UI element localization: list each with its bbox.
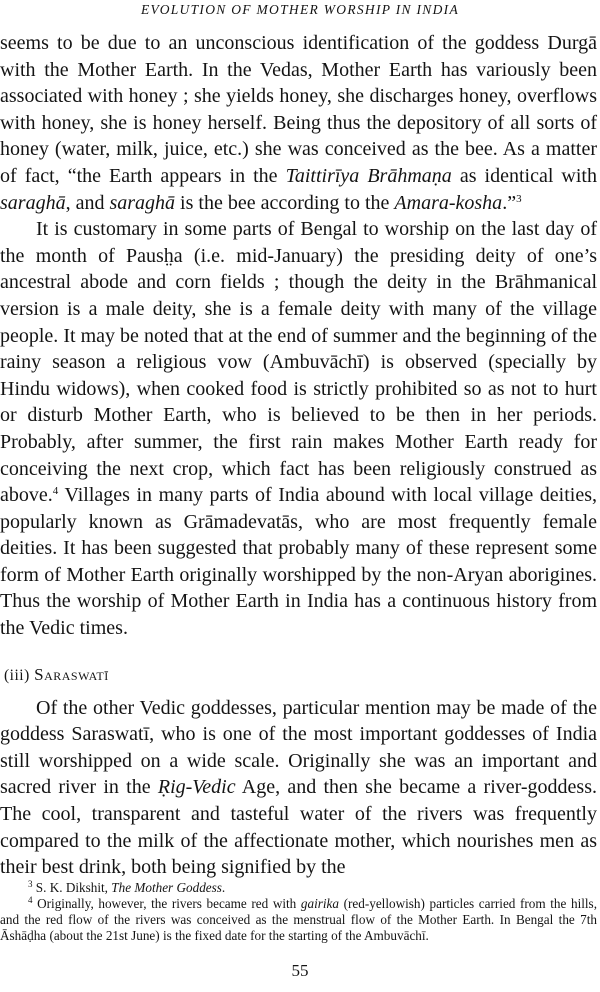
paragraph-continuation: seems to be due to an unconscious identification of the goddess Durgā with the Mother Earth. In the Vedas, Mother Earth has variously been associated with honey ; she yields honey, she discharges honey, overflows with honey, she is honey herself. Being thus the depository of all sorts of honey (water, milk, juice, etc.) she was conceived as the bee. As a matter of fact, “the Earth appears in the Taittirīya Brāhmaṇa as identical with saraghā, and saraghā is the bee according to the Amara-kosha.”$^3$ (0, 32, 597, 214)
footnote-ref-3: 3 (516, 192, 522, 205)
footnote-3: $^3$ S. K. Dikshit, The Mother Goddess. (28, 879, 226, 895)
footnote-4: $^4$ Originally, however, the rivers became red with gairika (red-yellowish) particles carried from the hills, and the red flow of the rivers was conceived as the menstrual flow of the Mother Earth. In Bengal the 7th Āshāḍha (about the 21st June) is the fixed date for the starting of the Ambuvāchī. (0, 895, 597, 943)
footnote-ref-4: 4 (52, 485, 59, 498)
paragraph-mother-earth: It is customary in some parts of Bengal to worship on the last day of the month of Paush̤a (i.e. mid-January) the presiding deity of one’s ancestral abode and corn fields ; though the deity in the Brāhmanical version is a male deity, she is a female deity with many of the village people. It may be noted that at the end of summer and the beginning of the rainy season a religious vow (Ambuvāchī) is observed (specially by Hindu widows), when cooked food is strictly prohibited so as not to hurt or disturb Mother Earth, who is believed to be then in her periods. Probably, after summer, the first rain makes Mother Earth ready for conceiving the next crop, which fact has been religiously construed as above.$^4$ Villages in many parts of India abound with local village deities, popularly known as Grāmadevatās, who are most frequently female deities. It has been suggested that probably many of these represent some form of Mother Earth originally worshipped by the non-Aryan aborigines. Thus the worship of Mother Earth in India has a continuous history from the Vedic times. (0, 218, 597, 640)
footnotes (0, 880, 597, 944)
section-title: Saraswatī (34, 664, 109, 684)
paragraph-saraswati: Of the other Vedic goddesses, particular mention may be made of the goddess Saraswatī, who is one of the most important goddesses of India still worshipped on a wide scale. Originally she was an important and sacred river in the Ṛig-Vedic Age, and then she became a river-goddess. The cool, transparent and tasteful water of the rivers was frequently compared to the milk of the affectionate mother, which nourishes men as their best drink, both being signified by the (0, 696, 597, 879)
body-text (0, 30, 597, 881)
section-heading (4, 662, 597, 689)
running-header: EVOLUTION OF MOTHER WORSHIP IN INDIA (141, 2, 459, 17)
section-number: (iii) (4, 666, 30, 684)
page-number: 55 (291, 961, 309, 980)
